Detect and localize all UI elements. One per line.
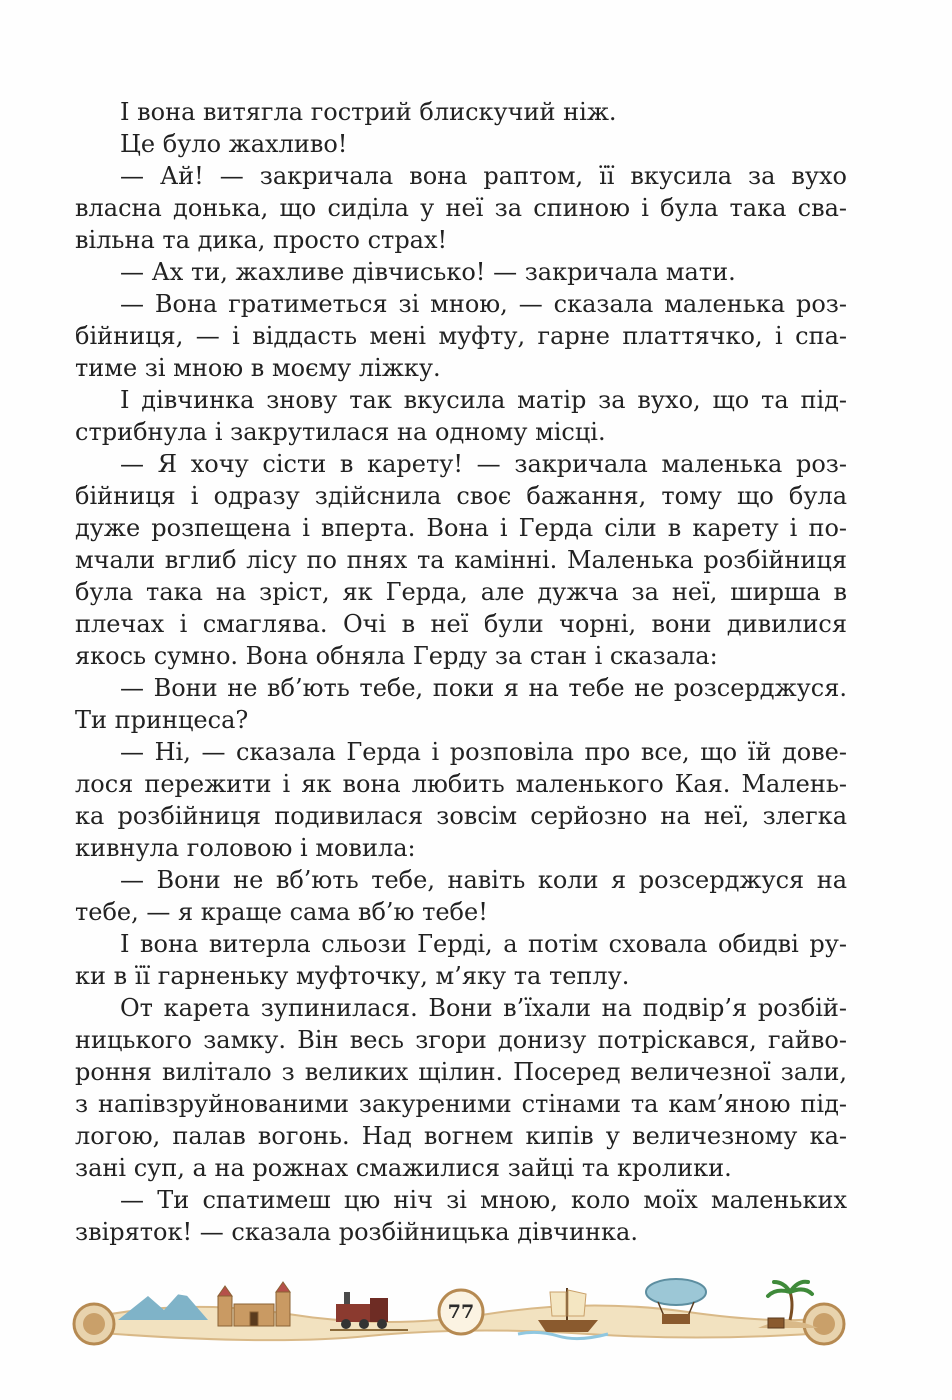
text-line: — Вони не вб’ють тебе, навіть коли я розсерджуся на xyxy=(120,866,847,894)
text-line: була така на зріст, як Герда, але дужча за неї, ширша в xyxy=(75,578,847,606)
text-line: власна донька, що сиділа у неї за спиною і була така сва- xyxy=(75,194,847,222)
text-line: — Вона гратиметься зі мною, — сказала маленька роз- xyxy=(120,290,847,318)
text-line: — Я хочу сісти в карету! — закричала маленька роз- xyxy=(120,450,847,478)
text-line: бійниця і одразу здійснила своє бажання, тому що була xyxy=(75,482,847,510)
text-line: бійниця, — і віддасть мені муфту, гарне платтячко, і спа- xyxy=(75,322,847,350)
text-line: логою, палав вогонь. Над вогнем кипів у величезному ка- xyxy=(75,1122,847,1150)
text-line: дуже розпещена і вперта. Вона і Герда сіли в карету і по- xyxy=(75,514,847,542)
text-line: ка розбійниця подивилася зовсім серйозно на неї, злегка xyxy=(75,802,847,830)
text-line: — Ні, — сказала Герда і розповіла про все, що їй дове- xyxy=(120,738,847,766)
text-line: тебе, — я краще сама вб’ю тебе! xyxy=(75,898,488,926)
text-line: лося пережити і як вона любить маленького Кая. Малень- xyxy=(75,770,847,798)
text-line: звіряток! — сказала розбійницька дівчинка. xyxy=(75,1218,638,1246)
text-line: ницького замку. Він весь згори донизу потріскався, гайво- xyxy=(75,1026,847,1054)
text-line: Ти принцеса? xyxy=(75,706,249,734)
text-line: І вона витягла гострий блискучий ніж. xyxy=(120,98,617,126)
text-line: — Ай! — закричала вона раптом, її вкусила за вухо xyxy=(120,162,847,190)
castle-icon xyxy=(218,1282,290,1326)
text-line: плечах і смаглява. Очі в неї були чорні, вони дивилися xyxy=(75,610,847,638)
text-line: роння вилітало з великих щілин. Посеред величезної зали, xyxy=(75,1058,847,1086)
story-text xyxy=(75,96,847,1248)
text-line: вільна та дика, просто страх! xyxy=(75,226,448,254)
text-line: з напівзруйнованими закуреними стінами та кам’яною під- xyxy=(75,1090,847,1118)
text-line: Це було жахливо! xyxy=(120,130,348,158)
text-line: кивнула головою і мовила: xyxy=(75,834,416,862)
text-line: — Ах ти, жахливе дівчисько! — закричала мати. xyxy=(120,258,736,286)
mountain-icon xyxy=(118,1290,208,1320)
text-line: зані суп, а на рожнах смажилися зайці та кролики. xyxy=(75,1154,732,1182)
text-line: — Вони не вб’ють тебе, поки я на тебе не розсерджуся. xyxy=(120,674,847,702)
text-line: мчали вглиб лісу по пнях та камінні. Маленька розбійниця xyxy=(75,546,847,574)
text-line: ки в її гарненьку муфточку, м’яку та теплу. xyxy=(75,962,630,990)
text-line: І дівчинка знову так вкусила матір за вухо, що та під- xyxy=(120,386,847,414)
text-line: стрибнула і закрутилася на одному місці. xyxy=(75,418,606,446)
text-line: — Ти спатимеш цю ніч зі мною, коло моїх маленьких xyxy=(120,1186,847,1214)
text-line: якось сумно. Вона обняла Герду за стан і сказала: xyxy=(75,642,718,670)
text-line: І вона витерла сльози Герді, а потім сховала обидві ру- xyxy=(120,930,847,958)
page-number: 77 xyxy=(447,1301,475,1323)
decorative-footer xyxy=(68,1270,848,1350)
text-line: От карета зупинилася. Вони в’їхали на подвір’я розбій- xyxy=(120,994,847,1022)
text-line: тиме зі мною в моєму ліжку. xyxy=(75,354,441,382)
